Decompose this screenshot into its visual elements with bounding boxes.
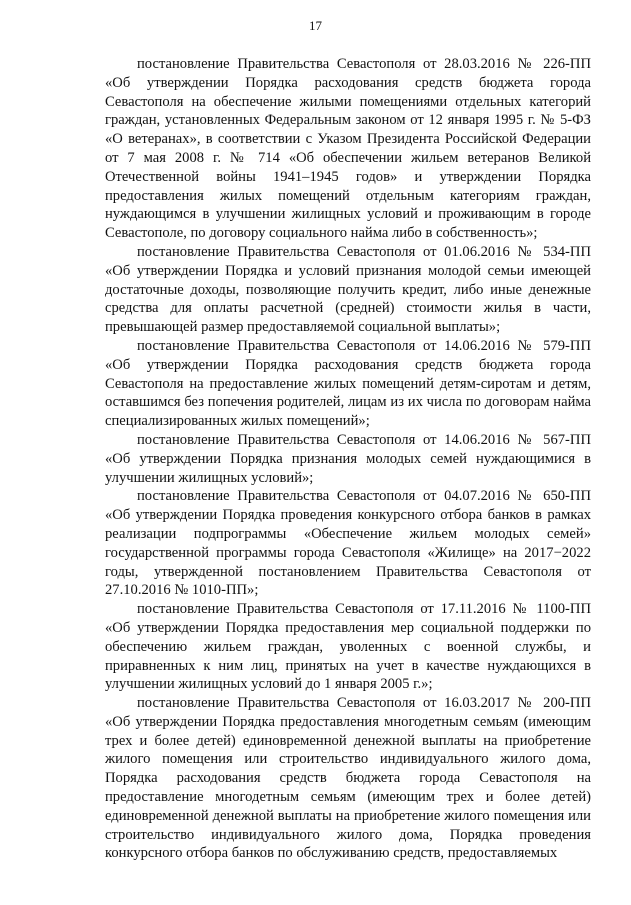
paragraph: постановление Правительства Севастополя от 28.03.2016 № 226-ПП «Об утверждении Порядка расходования средств бюджета города Севастополя на обеспечение жилыми помещениями отдельных категорий граждан, установленных Федеральным законом от 12 января 1995 г. № 5-ФЗ «О ветеранах», в соответствии с Указом Президента Российской Федерации от 7 мая 2008 г. № 714 «Об обеспечении жильем ветеранов Великой Отечественной войны 1941–1945 годов» и утверждении Порядка предоставления жилых помещений отдельным категориям граждан, нуждающимся в улучшении жилищных условий и проживающим в городе Севастополе, по договору социального найма либо в собственность»; [105, 56, 591, 242]
paragraph: постановление Правительства Севастополя от 16.03.2017 № 200-ПП «Об утверждении Порядка предоставления многодетным семьям (имеющим трех и более детей) единовременной денежной выплаты на приобретение жилого помещения или строительство индивидуального жилого дома, Порядка расходования средств бюджета города Севастополя на предоставление многодетным семьям (имеющим трех и более детей) единовременной денежной выплаты на приобретение жилого помещения или строительство индивидуального жилого дома, Порядка проведения конкурсного отбора банков по обслуживанию средств, предоставляемых [105, 695, 591, 862]
page-number: 17 [309, 18, 322, 33]
paragraph: постановление Правительства Севастополя от 14.06.2016 № 579-ПП «Об утверждении Порядка расходования средств бюджета города Севастополя на предоставление жилых помещений детям-сиротам и детям, оставшимся без попечения родителей, лицам из их числа по договорам найма специализированных жилых помещений»; [105, 337, 591, 430]
document-body [105, 55, 591, 863]
paragraph: постановление Правительства Севастополя от 14.06.2016 № 567-ПП «Об утверждении Порядка признания молодых семей нуждающимися в улучшении жилищных условий»; [105, 431, 591, 486]
paragraph: постановление Правительства Севастополя от 01.06.2016 № 534-ПП «Об утверждении Порядка и условий признания молодой семьи имеющей достаточные доходы, позволяющие получить кредит, либо иные денежные средства для оплаты расчетной (средней) стоимости жилья в части, превышающей размер предоставляемой социальной выплаты»; [105, 243, 591, 336]
paragraph: постановление Правительства Севастополя от 04.07.2016 № 650-ПП «Об утверждении Порядка проведения конкурсного отбора банков в рамках реализации подпрограммы «Обеспечение жильем молодых семей» государственной программы города Севастополя «Жилище» на 2017−2022 годы, утвержденной постановлением Правительства Севастополя от 27.10.2016 № 1010-ПП»; [105, 488, 591, 599]
paragraph: постановление Правительства Севастополя от 17.11.2016 № 1100-ПП «Об утверждении Порядка предоставления мер социальной поддержки по обеспечению жильем граждан, уволенных с военной службы, и приравненных к ним лиц, принятых на учет в качестве нуждающихся в улучшении жилищных условий до 1 января 2005 г.»; [105, 601, 591, 693]
